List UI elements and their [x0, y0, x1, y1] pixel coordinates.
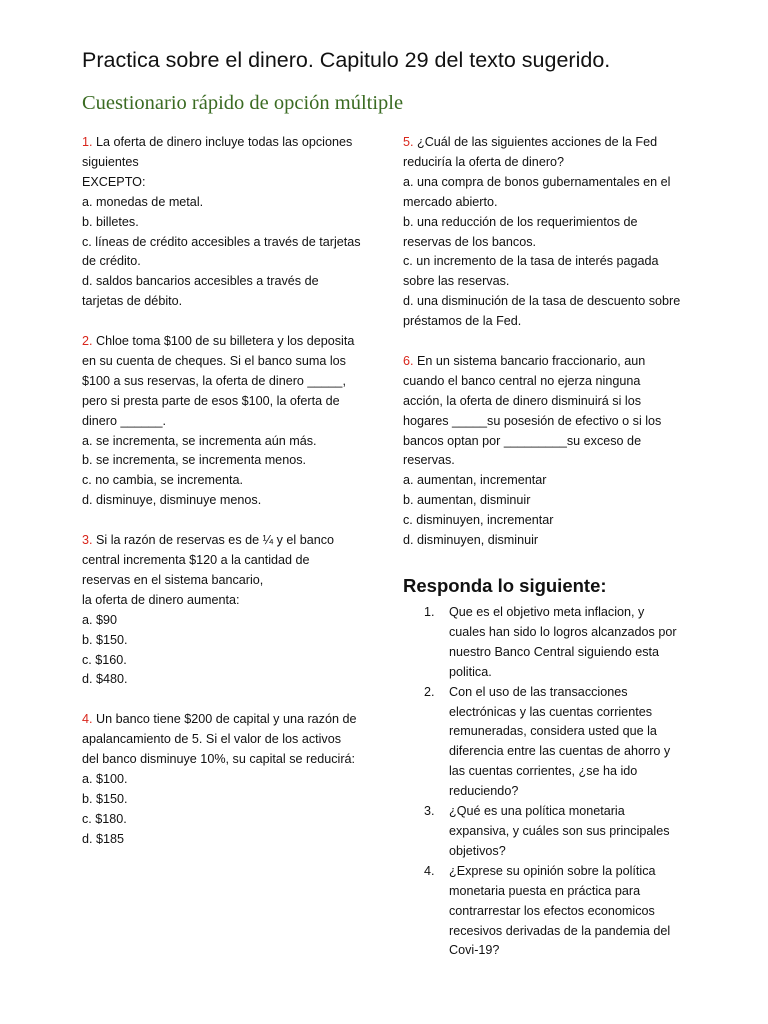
answer-option: a. $100. [82, 771, 128, 786]
answer-option: b. se incrementa, se incrementa menos. [82, 453, 306, 468]
open-questions-heading: Responda lo siguiente: [403, 575, 607, 596]
open-question-number: 1. [424, 605, 435, 619]
answer-option: c. un incremento de la tasa de interés pagada [403, 254, 659, 269]
question-stem-text: reservas en el sistema bancario, [82, 572, 264, 587]
open-question-text-line: Que es el objetivo meta inflacion, y [449, 605, 645, 619]
question-number: 1. [82, 135, 93, 149]
left-question-column [82, 133, 372, 869]
answer-option: c. disminuyen, incrementar [403, 513, 554, 528]
open-question-text-line: politica. [449, 664, 492, 679]
open-question-text-line: remuneradas, considera usted que la [449, 724, 657, 739]
question-stem-line [403, 133, 703, 153]
question-stem-line [403, 412, 703, 432]
question-stem-line [82, 173, 372, 193]
question-stem-line [82, 591, 372, 611]
question-stem-text: dinero ______. [82, 413, 167, 428]
question-stem-line [82, 710, 372, 730]
question-stem-line [403, 372, 703, 392]
answer-option: a. se incrementa, se incrementa aún más. [82, 433, 317, 448]
open-question-text-line: ¿Qué es una política monetaria [449, 804, 625, 819]
open-question-item [403, 683, 723, 802]
question-stem-text: hogares _____su posesión de efectivo o si los [403, 413, 662, 428]
question-number: 2. [82, 334, 93, 349]
open-question-number: 3. [424, 804, 435, 819]
open-question-item [403, 802, 723, 862]
answer-option: a. monedas de metal. [82, 194, 204, 209]
answer-option: de crédito. [82, 254, 141, 269]
open-question-text-line: cuales han sido lo logros alcanzados por [449, 624, 677, 639]
question-number: 6. [403, 353, 414, 368]
question-number: 4. [82, 712, 93, 727]
answer-option: d. disminuyen, disminuir [403, 533, 539, 548]
open-question-item [403, 862, 723, 962]
question-number: 5. [403, 135, 414, 149]
answer-option: préstamos de la Fed. [403, 314, 522, 329]
open-question-text-line: Covi-19? [449, 943, 500, 958]
open-question-text-line: expansiva, y cuáles son sus principales [449, 823, 670, 838]
section-subtitle: Cuestionario rápido de opción múltiple [82, 92, 404, 114]
answer-option: b. billetes. [82, 214, 139, 229]
question-stem-line [82, 412, 372, 432]
question-stem-text: cuando el banco central no ejerza ninguna [403, 373, 641, 388]
question-stem-text: $100 a sus reservas, la oferta de dinero _____, [82, 373, 346, 388]
open-question-text-line: nuestro Banco Central siguiendo esta [449, 644, 660, 659]
answer-option: d. una disminución de la tasa de descuento sobre [403, 294, 681, 309]
open-question-text-line: ¿Exprese su opinión sobre la política [449, 863, 656, 878]
answer-option: d. saldos bancarios accesibles a través de [82, 274, 319, 289]
question-block [82, 133, 372, 312]
answer-option: reservas de los bancos. [403, 234, 537, 249]
answer-option: c. líneas de crédito accesibles a través de tarjetas [82, 234, 361, 249]
question-stem-text: pero si presta parte de esos $100, la oferta de [82, 393, 340, 408]
open-question-text-line: las cuentas corrientes, ¿se ha ido [449, 764, 638, 779]
question-block [82, 710, 372, 849]
question-block [403, 133, 703, 332]
question-stem-text: Si la razón de reservas es de ¼ y el banco [92, 533, 335, 548]
open-question-text-line: diferencia entre las cuentas de ahorro y [449, 744, 671, 759]
question-stem-line [82, 392, 372, 412]
answer-option: d. disminuye, disminuye menos. [82, 493, 262, 508]
question-stem-line [403, 451, 703, 471]
question-block [82, 531, 372, 690]
open-question-number: 2. [424, 684, 435, 699]
question-stem-text: siguientes [82, 154, 139, 169]
question-block [403, 352, 703, 551]
answer-option: c. $160. [82, 652, 127, 667]
question-stem-line [82, 730, 372, 750]
question-stem-text: La oferta de dinero incluye todas las opciones [92, 135, 353, 149]
question-stem-line [82, 571, 372, 591]
answer-option: a. $90 [82, 612, 118, 627]
answer-option: d. $185 [82, 831, 125, 846]
question-number: 3. [82, 533, 93, 548]
question-stem-text: ¿Cuál de las siguientes acciones de la Fed [413, 135, 658, 149]
answer-option: sobre las reservas. [403, 274, 510, 289]
question-stem-line [82, 750, 372, 770]
question-stem-line [82, 352, 372, 372]
open-question-text-line: Con el uso de las transacciones [449, 684, 628, 699]
open-question-item [403, 603, 723, 683]
answer-option: b. aumentan, disminuir [403, 493, 531, 508]
question-stem-text: EXCEPTO: [82, 174, 146, 189]
answer-option: c. no cambia, se incrementa. [82, 473, 243, 488]
question-stem-text: en su cuenta de cheques. Si el banco suma los [82, 353, 346, 368]
question-stem-text: apalancamiento de 5. Si el valor de los activos [82, 732, 342, 747]
answer-option: mercado abierto. [403, 194, 498, 209]
question-stem-text: Un banco tiene $200 de capital y una razón de [92, 712, 357, 727]
answer-option: c. $180. [82, 811, 127, 826]
question-stem-text: bancos optan por _________su exceso de [403, 433, 642, 448]
answer-option: b. $150. [82, 791, 128, 806]
question-stem-line [82, 551, 372, 571]
question-stem-text: reservas. [403, 453, 455, 468]
open-question-text-line: contrarrestar los efectos economicos [449, 903, 655, 918]
open-question-text-line: recesivos derivadas de la pandemia del [449, 923, 671, 938]
question-stem-text: Chloe toma $100 de su billetera y los deposita [92, 334, 355, 349]
question-stem-line [82, 153, 372, 173]
question-stem-text: central incrementa $120 a la cantidad de [82, 553, 310, 567]
question-stem-line [403, 432, 703, 452]
open-questions-list [403, 603, 723, 961]
question-block [82, 332, 372, 511]
answer-option: b. una reducción de los requerimientos de [403, 214, 638, 229]
question-stem-line [82, 372, 372, 392]
question-stem-text: la oferta de dinero aumenta: [82, 592, 240, 607]
answer-option: d. $480. [82, 672, 128, 687]
question-stem-text: del banco disminuye 10%, su capital se reducirá: [82, 752, 356, 767]
question-stem-line [403, 153, 703, 173]
open-question-text-line: objetivos? [449, 843, 506, 858]
question-stem-line [82, 531, 372, 551]
answer-option: b. $150. [82, 632, 128, 647]
question-stem-line [403, 392, 703, 412]
answer-option: tarjetas de débito. [82, 294, 183, 309]
answer-option: a. aumentan, incrementar [403, 473, 547, 488]
question-stem-line [82, 332, 372, 352]
open-question-text-line: monetaria puesta en práctica para [449, 883, 641, 898]
open-question-number: 4. [424, 863, 435, 878]
question-stem-text: En un sistema bancario fraccionario, aun [413, 353, 646, 368]
question-stem-line [82, 133, 372, 153]
question-stem-text: reduciría la oferta de dinero? [403, 154, 565, 169]
open-question-text-line: reduciendo? [449, 784, 519, 799]
question-stem-line [403, 352, 703, 372]
open-question-text-line: electrónicas y las cuentas corrientes [449, 704, 652, 719]
answer-option: a. una compra de bonos gubernamentales en el [403, 174, 671, 189]
right-question-column [403, 133, 703, 571]
question-stem-text: acción, la oferta de dinero disminuirá si los [403, 393, 642, 408]
page-title: Practica sobre el dinero. Capitulo 29 del texto sugerido. [82, 48, 611, 72]
